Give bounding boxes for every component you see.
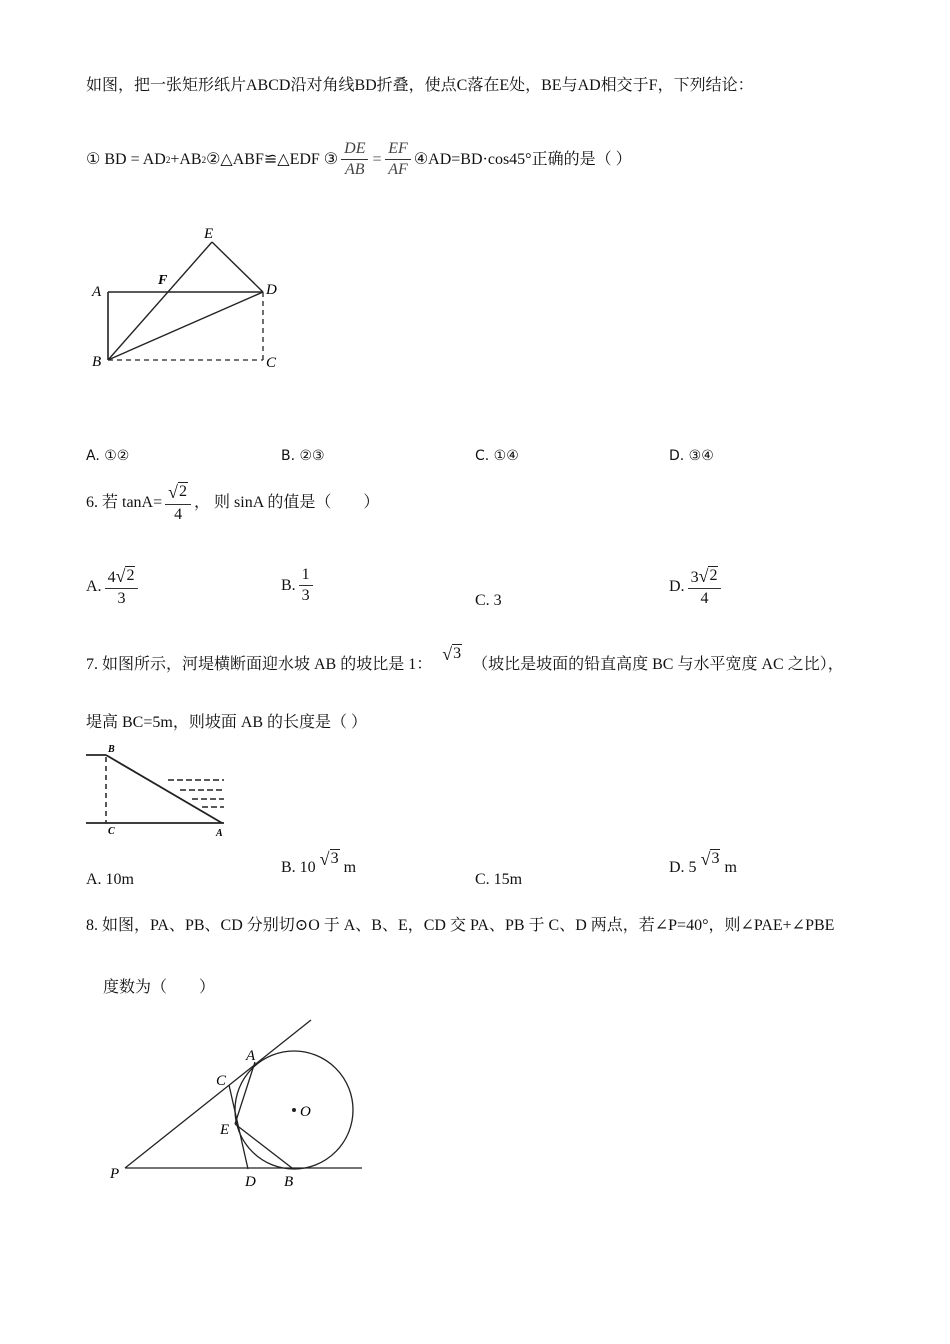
q7-label-b: B: [108, 744, 115, 755]
q5-stem: 如图，把一张矩形纸片ABCD沿对角线BD折叠，使点C落在E处，BE与AD相交于F，下列结论：: [86, 77, 754, 94]
q7-option-d: D. 5 √ 3 m: [669, 849, 737, 876]
q5-statement-1: ① BD = AD: [86, 150, 166, 168]
q6-option-a: A. 4 √ 2 3: [86, 566, 141, 608]
q7-embankment-figure: [84, 740, 234, 840]
q5-option-a: A. ①②: [86, 448, 130, 464]
q5-statements: [86, 140, 632, 179]
q8-label-a: A: [246, 1048, 256, 1064]
q8-label-e: E: [220, 1122, 230, 1138]
q6-option-d: D. 3 √ 2 4: [669, 566, 724, 608]
q7-line-1: 7. 如图所示，河堤横断面迎水坡 AB 的坡比是 1： √ 3 （坡比是坡面的铅直高度 BC 与水平宽度 AC 之比），: [86, 644, 844, 673]
q8-line-1: 8. 如图，PA、PB、CD 分别切⊙O 于 A、B、E，CD 交 PA、PB 于 C、D 两点，若∠P=40°，则∠PAE+∠PBE: [86, 917, 835, 934]
q5-equals: =: [371, 150, 383, 168]
q8-label-o: O: [300, 1104, 311, 1120]
q5-exp-1: 2: [165, 154, 171, 165]
q7-option-a: A. 10m: [86, 871, 134, 888]
q5-option-c: C. ①④: [475, 448, 519, 464]
q5-label-a: A: [92, 284, 102, 300]
q7-label-c: C: [108, 826, 115, 837]
q8-label-b: B: [284, 1174, 294, 1190]
q5-label-f: F: [158, 273, 168, 288]
q8-label-d: D: [245, 1174, 256, 1190]
q5-label-d: D: [266, 282, 277, 298]
q5-option-b: B. ②③: [281, 448, 325, 464]
q8-label-p: P: [110, 1166, 120, 1182]
q7-option-c: C. 15m: [475, 871, 523, 888]
q8-label-c: C: [216, 1073, 227, 1089]
q5-option-d: D. ③④: [669, 448, 714, 464]
q6-prefix: 6. 若 tanA=: [86, 494, 163, 511]
q5-label-b: B: [92, 354, 102, 370]
q5-statement-2: ②△ABF≌△EDF ③: [206, 150, 339, 168]
q7-label-a: A: [216, 828, 223, 839]
q5-exp-2: 2: [201, 154, 207, 165]
q5-statement-1b: +AB: [170, 150, 202, 168]
q6-stem: [86, 482, 379, 524]
q5-fraction-ef-af: $\frac{EF}{AF}$: [385, 140, 411, 179]
q6-suffix: ， 则 sinA 的值是（ ）: [194, 494, 380, 511]
q6-option-c: C. 3: [475, 592, 502, 609]
q7-option-b: B. 10 √ 3 m: [281, 849, 357, 876]
q5-rectangle-fold-figure: [80, 220, 300, 380]
q5-label-e: E: [204, 226, 214, 242]
q5-fraction-de-ab: $\frac{DE}{AB}$: [341, 140, 368, 179]
q8-tangent-circle-figure: [100, 1010, 380, 1200]
q5-label-c: C: [266, 355, 277, 371]
q6-option-b: B. $\frac{1}{3}$: [281, 566, 316, 605]
q5-statement-4: ④AD=BD·cos45°正确的是（ ）: [413, 150, 632, 168]
q8-line-2: 度数为（ ）: [103, 979, 216, 996]
q6-fraction-sqrt2-4: √ 2 4: [165, 482, 191, 524]
q7-line-2: 堤高 BC=5m，则坡面 AB 的长度是（ ）: [86, 714, 368, 731]
